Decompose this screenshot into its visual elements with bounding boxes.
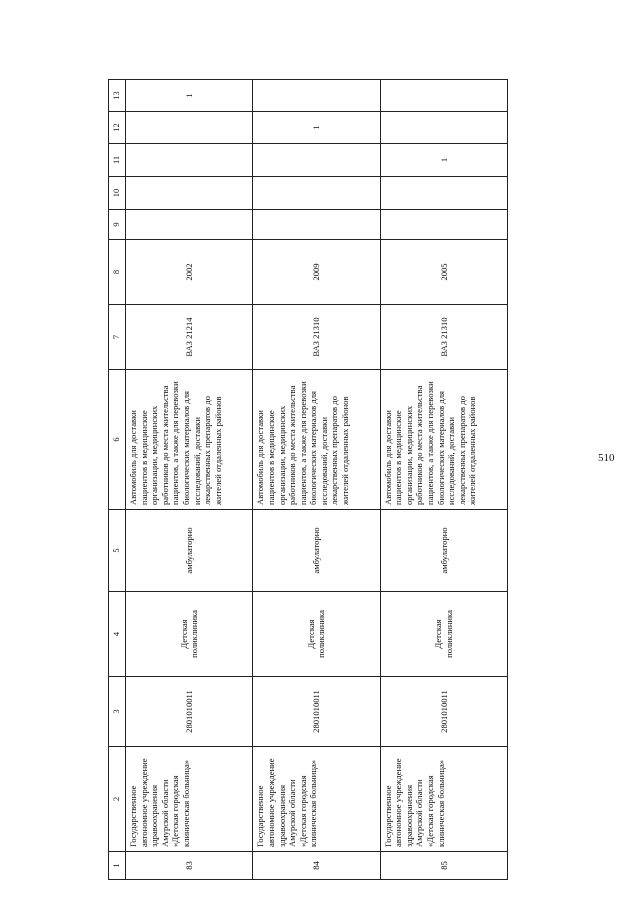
- rotated-table-container: [108, 80, 508, 880]
- header-cell: 2: [109, 747, 126, 852]
- header-cell: 9: [109, 210, 126, 240]
- col12-cell: [380, 112, 507, 144]
- header-cell: 10: [109, 177, 126, 210]
- col11-cell: [253, 144, 380, 177]
- col10-cell: [380, 177, 507, 210]
- header-cell: 7: [109, 305, 126, 370]
- purpose-cell: Автомобиль для доставки пациентов в медицинские организации, медицинских работников до места жительства пациентов, а также для перевозки биологических материалов для исследований, доставки лекарственных препаратов до жителей отдаленных районов: [380, 370, 507, 510]
- table-row: [380, 80, 507, 880]
- col13-cell: [253, 80, 380, 112]
- col9-cell: [380, 210, 507, 240]
- year-cell: 2009: [253, 240, 380, 305]
- header-cell: 3: [109, 677, 126, 747]
- organization-cell: Государственное автономное учреждение здравоохранения Амурской области «Детская городская клиническая больница»: [253, 747, 380, 852]
- header-row: [109, 80, 126, 880]
- header-cell: 12: [109, 112, 126, 144]
- year-cell: 2005: [380, 240, 507, 305]
- vehicle-table: [108, 79, 508, 880]
- model-cell: ВАЗ 21310: [380, 305, 507, 370]
- year-cell: 2002: [126, 240, 253, 305]
- row-number: 84: [253, 852, 380, 880]
- code-cell: 2801010011: [253, 677, 380, 747]
- purpose-cell: Автомобиль для доставки пациентов в медицинские организации, медицинских работников до места жительства пациентов, а также для перевозки биологических материалов для исследований, доставки лекарственных препаратов до жителей отдаленных районов: [253, 370, 380, 510]
- col13-cell: 1: [126, 80, 253, 112]
- header-cell: 5: [109, 510, 126, 592]
- page-number: 510: [598, 452, 615, 464]
- col13-cell: [380, 80, 507, 112]
- col9-cell: [126, 210, 253, 240]
- header-cell: 1: [109, 852, 126, 880]
- col10-cell: [253, 177, 380, 210]
- row-number: 83: [126, 852, 253, 880]
- col11-cell: [126, 144, 253, 177]
- table-row: [253, 80, 380, 880]
- care-type-cell: амбулаторно: [126, 510, 253, 592]
- header-cell: 13: [109, 80, 126, 112]
- header-cell: 4: [109, 592, 126, 677]
- organization-cell: Государственное автономное учреждение здравоохранения Амурской области «Детская городская клиническая больница»: [380, 747, 507, 852]
- model-cell: ВАЗ 21214: [126, 305, 253, 370]
- col12-cell: 1: [253, 112, 380, 144]
- purpose-cell: Автомобиль для доставки пациентов в медицинские организации, медицинских работников до места жительства пациентов, а также для перевозки биологических материалов для исследований, доставки лекарственных препаратов до жителей отдаленных районов: [126, 370, 253, 510]
- row-number: 85: [380, 852, 507, 880]
- organization-cell: Государственное автономное учреждение здравоохранения Амурской области «Детская городская клиническая больница»: [126, 747, 253, 852]
- col12-cell: [126, 112, 253, 144]
- unit-cell: Детская поликлиника: [126, 592, 253, 677]
- col11-cell: 1: [380, 144, 507, 177]
- header-cell: 8: [109, 240, 126, 305]
- care-type-cell: амбулаторно: [253, 510, 380, 592]
- code-cell: 2801010011: [380, 677, 507, 747]
- table-row: [126, 80, 253, 880]
- header-cell: 6: [109, 370, 126, 510]
- col9-cell: [253, 210, 380, 240]
- model-cell: ВАЗ 21310: [253, 305, 380, 370]
- header-cell: 11: [109, 144, 126, 177]
- unit-cell: Детская поликлиника: [380, 592, 507, 677]
- care-type-cell: амбулаторно: [380, 510, 507, 592]
- code-cell: 2801010011: [126, 677, 253, 747]
- col10-cell: [126, 177, 253, 210]
- unit-cell: Детская поликлиника: [253, 592, 380, 677]
